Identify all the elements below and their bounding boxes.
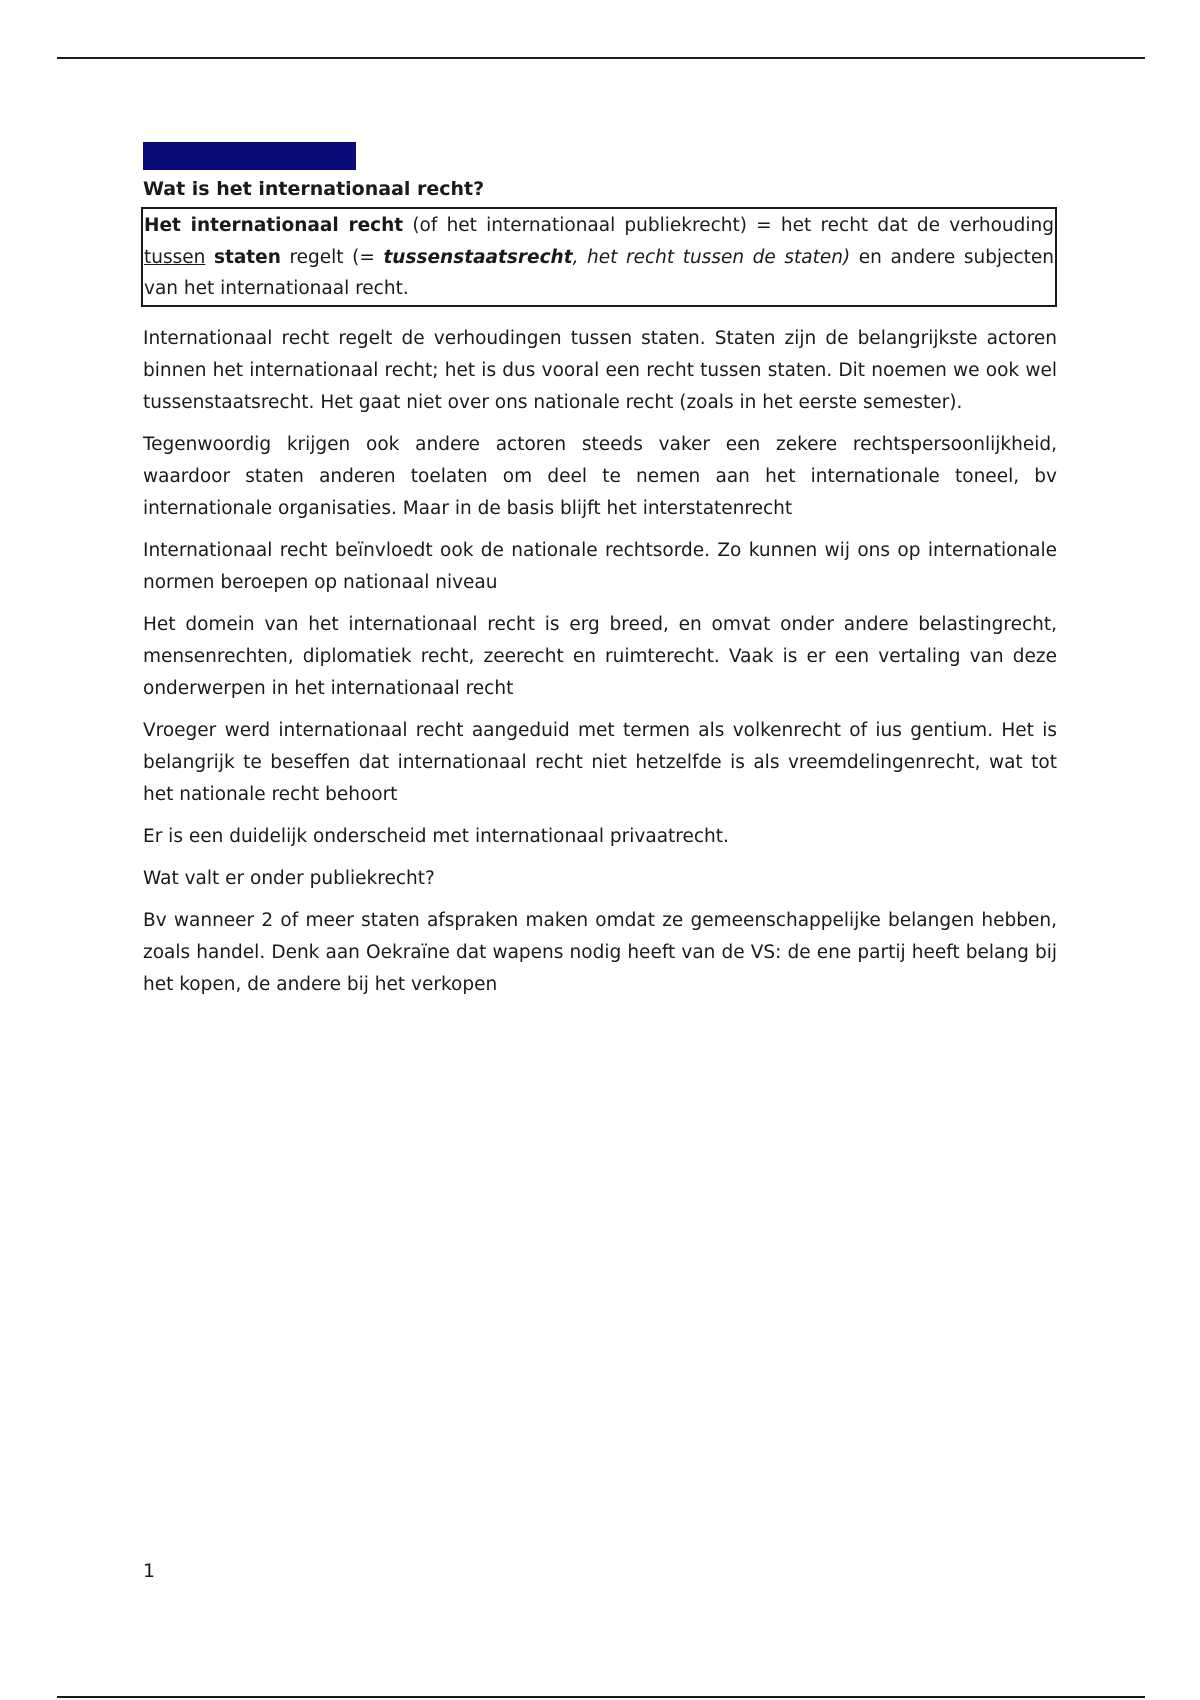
paragraph: Bv wanneer 2 of meer staten afspraken maken omdat ze gemeenschappelijke belangen hebben, zoals handel. Denk aan Oekraïne dat wapens nodig heeft van de VS: de ene partij heeft belang bij het kopen, de andere bij het verkopen	[143, 909, 1057, 995]
paragraph: Internationaal recht regelt de verhoudingen tussen staten. Staten zijn de belangrijkste actoren binnen het internationaal recht; het is dus vooral een recht tussen staten. Dit noemen we ook wel tussenstaatsrecht. Het gaat niet over ons nationale recht (zoals in het eerste semester).	[143, 327, 1057, 413]
definition-text: en andere subjecten van het internationaal recht.	[144, 246, 1054, 299]
document-body	[143, 142, 1057, 1001]
page-number: 1	[143, 1560, 156, 1582]
paragraph: Vroeger werd internationaal recht aangeduid met termen als volkenrecht of ius gentium. Het is belangrijk te beseffen dat internationaal recht niet hetzelfde is als vreemdelingenrecht, wat tot het nationale recht behoort	[143, 719, 1057, 805]
definition-underlined-word: tussen	[144, 246, 206, 268]
definition-bold-word: staten	[213, 246, 281, 268]
definition-space	[205, 247, 214, 268]
footer-rule	[57, 1696, 1145, 1698]
paragraph: Wat valt er onder publiekrecht?	[143, 867, 435, 889]
paragraph: Internationaal recht beïnvloedt ook de nationale rechtsorde. Zo kunnen wij ons op internationale normen beroepen op nationaal niveau	[143, 539, 1057, 593]
paragraph: Het domein van het internationaal recht is erg breed, en omvat onder andere belastingrecht, mensenrechten, diplomatiek recht, zeerecht en ruimterecht. Vaak is er een vertaling van deze onderwerpen in het internationaal recht	[143, 613, 1057, 699]
definition-term: Het internationaal recht	[144, 215, 404, 236]
header-rule	[57, 57, 1145, 59]
definition-text: (of het internationaal publiekrecht) = het recht dat de verhouding	[403, 215, 1054, 236]
chapter-label: Hoofdstuk 1: Inleiding	[143, 142, 356, 170]
paragraph: Tegenwoordig krijgen ook andere actoren steeds vaker een zekere rechtspersoonlijkheid, waardoor staten anderen toelaten om deel te nemen aan het internationale toneel, bv internationale organisaties. Maar in de basis blijft het interstatenrecht	[143, 433, 1057, 519]
definition-box	[141, 207, 1057, 307]
definition-italic-text: , het recht tussen de staten)	[572, 246, 851, 268]
definition-key-term: tussenstaatsrecht	[383, 246, 573, 268]
definition-text: regelt (=	[280, 246, 384, 268]
section-heading: Wat is het internationaal recht?	[143, 178, 485, 200]
paragraph: Er is een duidelijk onderscheid met internationaal privaatrecht.	[143, 825, 729, 847]
